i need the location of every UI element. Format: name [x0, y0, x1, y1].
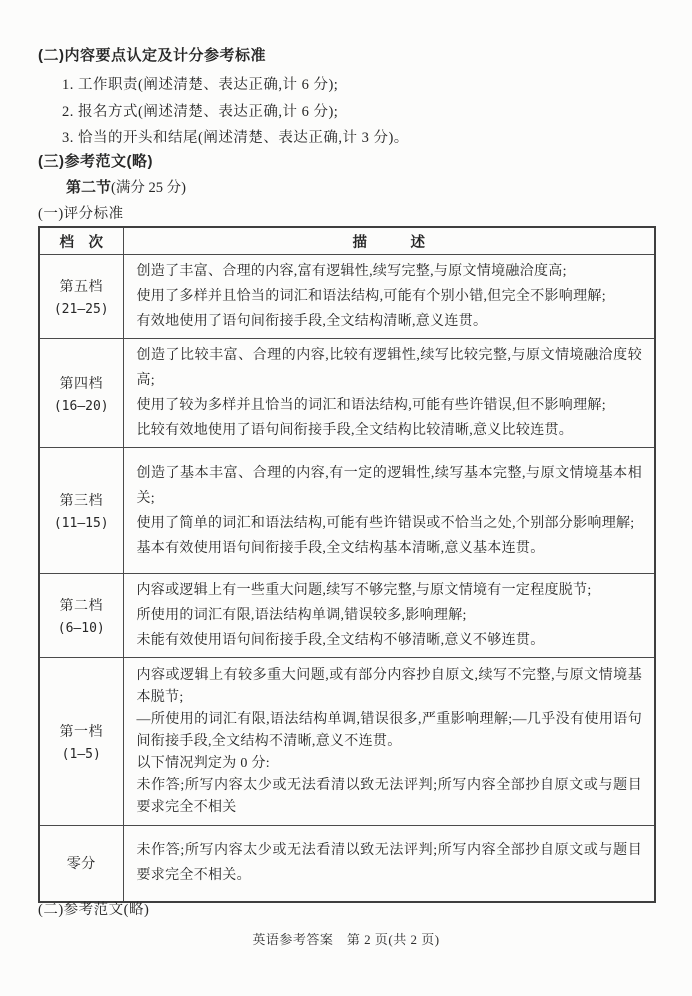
desc-line: 使用了简单的词汇和语法结构,可能有些许错误或不恰当之处,个别部分影响理解; [136, 515, 635, 531]
list-item-2: 2. 报名方式(阐述清楚、表达正确,计 6 分); [62, 104, 339, 120]
row-description-cell [123, 826, 655, 902]
row-level-cell [39, 339, 123, 448]
level-range: (21—25) [53, 302, 109, 317]
desc-line: 使用了较为多样并且恰当的词汇和语法结构,可能有些许错误,但不影响理解; [136, 398, 606, 413]
level-range: (16—20) [53, 398, 109, 414]
section-heading-reference-essay: (三)参考范文(略) [38, 153, 153, 170]
row-description-cell [123, 448, 655, 574]
level-range: (6—10) [57, 621, 105, 636]
level-range: (1—5) [61, 747, 101, 762]
row-level-cell [39, 826, 123, 902]
desc-line: 内容或逻辑上有一些重大问题,续写不够完整,与原文情境有一定程度脱节; [136, 583, 592, 598]
desc-line: 使用了多样并且恰当的词汇和语法结构,可能有个别小错,但完全不影响理解; [136, 289, 606, 304]
desc-line: 有效地使用了语句间衔接手段,全文结构清晰,意义连贯。 [136, 314, 488, 329]
list-item-3: 3. 恰当的开头和结尾(阐述清楚、表达正确,计 3 分)。 [62, 130, 409, 146]
level-label: 零分 [66, 857, 96, 873]
desc-line: 所使用的词汇有限,语法结构单调,错误较多,影响理解; [136, 608, 467, 623]
level-label: 第一档 [59, 725, 103, 740]
row-description-cell [123, 658, 655, 826]
part2-heading-score: (满分 25 分) [111, 180, 186, 196]
row-level-cell [39, 255, 123, 339]
table-header-row [39, 227, 655, 255]
scoring-rubric-table [38, 226, 656, 903]
desc-line: 未作答;所写内容太少或无法看清以致无法评判;所写内容全部抄自原文或与题目要求完全不相关 [136, 777, 642, 815]
row-level-cell [39, 658, 123, 826]
row-level-cell [39, 448, 123, 574]
section-heading-content-points: (二)内容要点认定及计分参考标准 [38, 47, 266, 64]
row-level-cell [39, 574, 123, 658]
footer-reference-essay: (二)参考范文(略) [38, 902, 150, 918]
list-item-1: 1. 工作职责(阐述清楚、表达正确,计 6 分); [62, 77, 339, 93]
page-number: 英语参考答案 第 2 页(共 2 页) [252, 932, 440, 947]
desc-line: 比较有效地使用了语句间衔接手段,全文结构比较清晰,意义比较连贯。 [136, 423, 574, 438]
column-header-level: 档 次 [39, 227, 123, 255]
desc-line: —所使用的词汇有限,语法结构单调,错误很多,严重影响理解;—几乎没有使用语句间衔接手段,全文结构不清晰,意义不连贯。 [136, 711, 642, 749]
desc-line: 未能有效使用语句间衔接手段,全文结构不够清晰,意义不够连贯。 [136, 633, 545, 648]
desc-line: 创造了丰富、合理的内容,富有逻辑性,续写完整,与原文情境融洽度高; [136, 264, 567, 279]
part2-heading [66, 176, 186, 197]
desc-line: 创造了比较丰富、合理的内容,比较有逻辑性,续写比较完整,与原文情境融洽度较高; [136, 348, 642, 388]
column-header-description: 描 述 [123, 227, 655, 255]
desc-line: 基本有效使用语句间衔接手段,全文结构基本清晰,意义基本连贯。 [136, 540, 545, 556]
table-row [39, 255, 655, 339]
table-row [39, 826, 655, 902]
level-label: 第四档 [59, 376, 103, 392]
table-row [39, 339, 655, 448]
table-row [39, 658, 655, 826]
row-description-cell [123, 255, 655, 339]
desc-line: 以下情况判定为 0 分: [136, 755, 270, 771]
row-description-cell [123, 574, 655, 658]
table-row [39, 574, 655, 658]
scoring-criteria-heading: (一)评分标准 [38, 206, 124, 222]
part2-heading-bold: 第二节 [66, 179, 112, 196]
desc-line: 创造了基本丰富、合理的内容,有一定的逻辑性,续写基本完整,与原文情境基本相关; [136, 465, 642, 506]
level-label: 第三档 [59, 494, 103, 509]
row-description-cell [123, 339, 655, 448]
level-label: 第五档 [59, 280, 103, 295]
desc-line: 内容或逻辑上有较多重大问题,或有部分内容抄自原文,续写不完整,与原文情境基本脱节; [136, 667, 642, 705]
level-range: (11—15) [53, 516, 109, 531]
table-row [39, 448, 655, 574]
desc-line: 未作答;所写内容太少或无法看清以致无法评判;所写内容全部抄自原文或与题目要求完全不相关。 [136, 843, 642, 884]
level-label: 第二档 [59, 599, 103, 614]
